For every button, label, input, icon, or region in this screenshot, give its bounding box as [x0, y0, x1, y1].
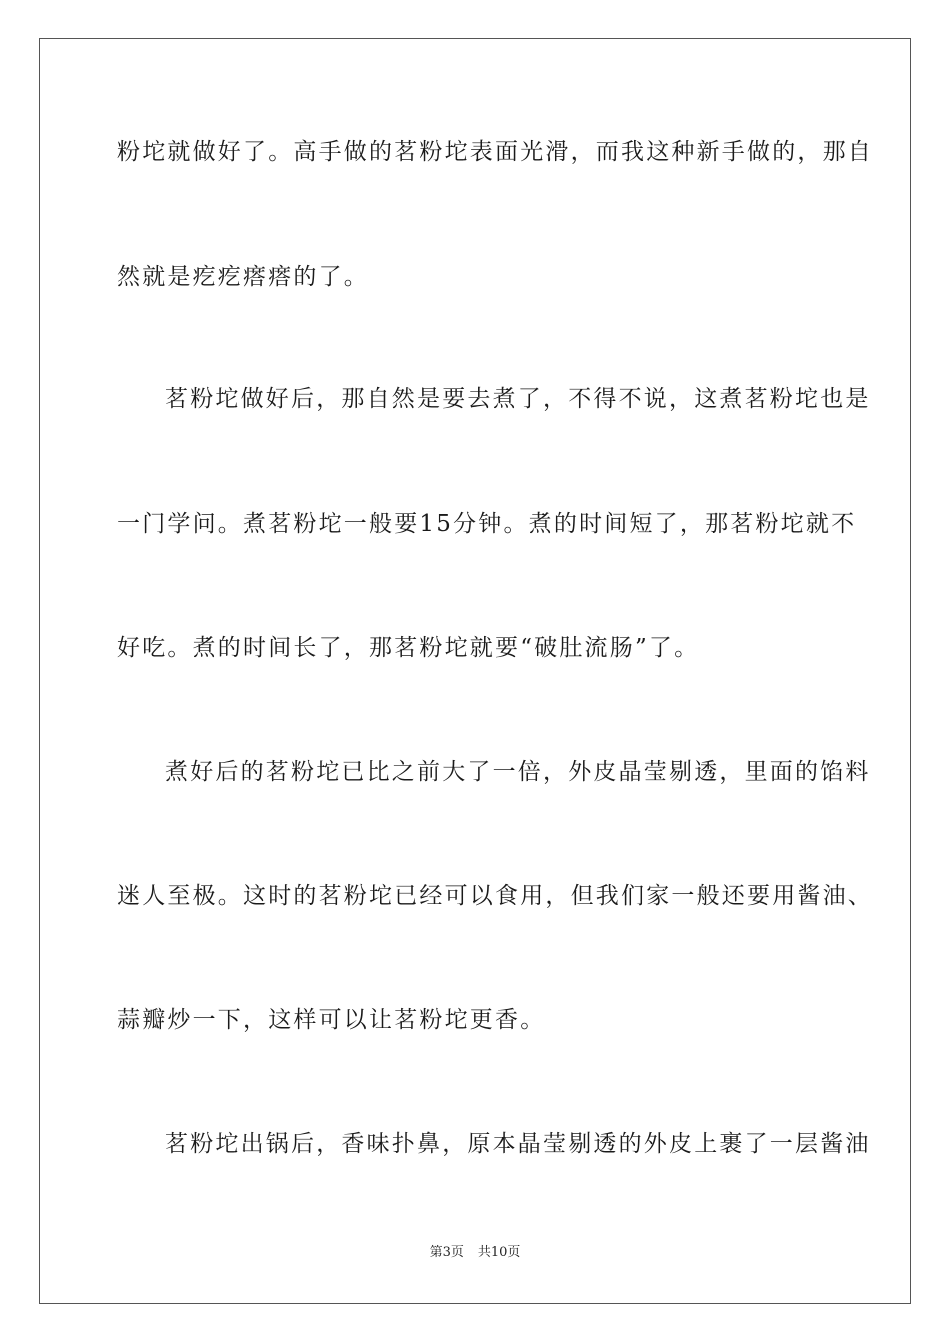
- page-border: [39, 38, 911, 1304]
- paragraph-2-line-2: 一门学问。煮茗粉坨一般要15分钟。煮的时间短了，那茗粉坨就不: [117, 511, 857, 537]
- paragraph-3-line-2: 迷人至极。这时的茗粉坨已经可以食用，但我们家一般还要用酱油、: [117, 883, 873, 909]
- paragraph-4-line-1: 茗粉坨出锅后，香味扑鼻，原本晶莹剔透的外皮上裹了一层酱油: [165, 1131, 871, 1157]
- page-total: 共10页: [477, 1245, 521, 1260]
- paragraph-3-line-1: 煮好后的茗粉坨已比之前大了一倍，外皮晶莹剔透，里面的馅料: [165, 759, 871, 785]
- body-line-1: 粉坨就做好了。高手做的茗粉坨表面光滑，而我这种新手做的，那自: [117, 139, 873, 165]
- paragraph-3-line-3: 蒜瓣炒一下，这样可以让茗粉坨更香。: [117, 1007, 546, 1033]
- page-number: 第3页: [429, 1245, 464, 1260]
- paragraph-2-line-3: 好吃。煮的时间长了，那茗粉坨就要“破肚流肠”了。: [117, 635, 700, 661]
- page-footer: [0, 1244, 950, 1262]
- paragraph-2-line-1: 茗粉坨做好后，那自然是要去煮了，不得不说，这煮茗粉坨也是: [165, 386, 871, 412]
- body-line-2: 然就是疙疙瘩瘩的了。: [117, 264, 369, 290]
